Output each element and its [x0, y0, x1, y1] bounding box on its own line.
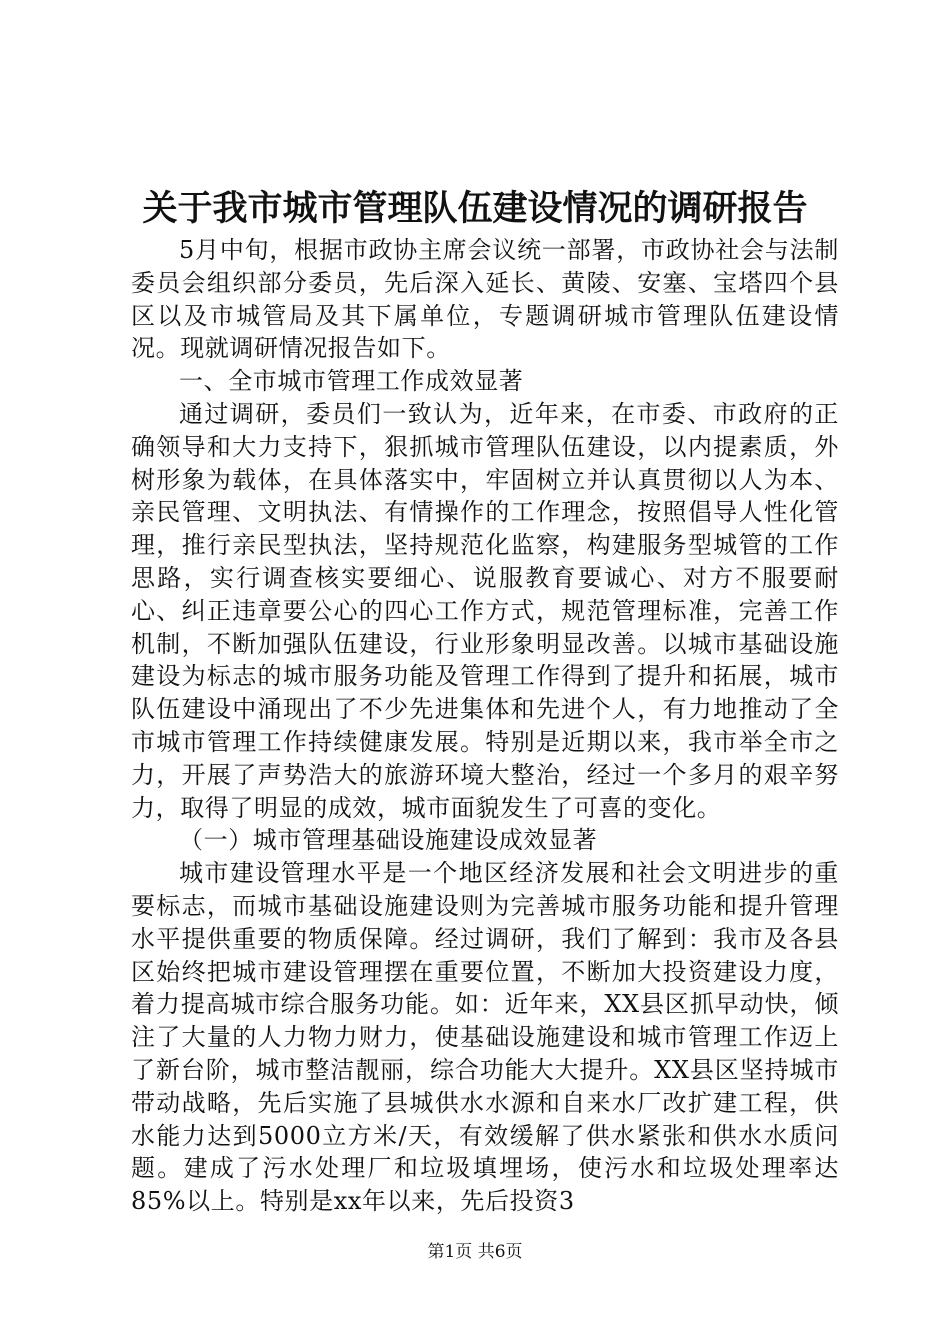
page-footer: 第1页 共6页 [427, 1242, 523, 1262]
subsection-heading-1: （一）城市管理基础设施建设成效显著 [179, 826, 598, 855]
body-paragraph-2: 城市建设管理水平是一个地区经济发展和社会文明进步的重要标志，而城市基础设施建设则为完善城市服务功能和提升管理水平提供重要的物质保障。经过调研，我们了解到：我市及各县区始终把城市建设管理摆在重要位置，不断加大投资建设力度，着力提高城市综合服务功能。如：近年来，XX县区抓早动快，倾注了大量的人力物力财力，使基础设施建设和城市管理工作迈上了新台阶，城市整洁靓丽，综合功能大大提升。XX县区坚持城市带动战略，先后实施了县城供水水源和自来水厂改扩建工程，供水能力达到5000立方米/天，有效缓解了供水紧张和供水水质问题。建成了污水处理厂和垃圾填埋场，使污水和垃圾处理率达85%以上。特别是xx年以来，先后投资3 [131, 859, 839, 1216]
section-heading-1: 一、全市城市管理工作成效显著 [179, 367, 524, 396]
intro-paragraph: 5月中旬，根据市政协主席会议统一部署，市政协社会与法制委员会组织部分委员，先后深入延长、黄陵、安塞、宝塔四个县区以及市城管局及其下属单位，专题调研城市管理队伍建设情况。现就调研情况报告如下。 [131, 236, 839, 363]
document-title: 关于我市城市管理队伍建设情况的调研报告 [142, 188, 808, 229]
document-body [131, 234, 839, 1218]
body-paragraph-1: 通过调研，委员们一致认为，近年来，在市委、市政府的正确领导和大力支持下，狠抓城市管理队伍建设，以内提素质，外树形象为载体，在具体落实中，牢固树立并认真贯彻以人为本、亲民管理、文明执法、有情操作的工作理念，按照倡导人性化管理，推行亲民型执法，坚持规范化监察，构建服务型城管的工作思路，实行调查核实要细心、说服教育要诚心、对方不服要耐心、纠正违章要公心的四心工作方式，规范管理标准，完善工作机制，不断加强队伍建设，行业形象明显改善。以城市基础设施建设为标志的城市服务功能及管理工作得到了提升和拓展，城市队伍建设中涌现出了不少先进集体和先进个人，有力地推动了全市城市管理工作持续健康发展。特别是近期以来，我市举全市之力，开展了声势浩大的旅游环境大整治，经过一个多月的艰辛努力，取得了明显的成效，城市面貌发生了可喜的变化。 [131, 399, 839, 822]
